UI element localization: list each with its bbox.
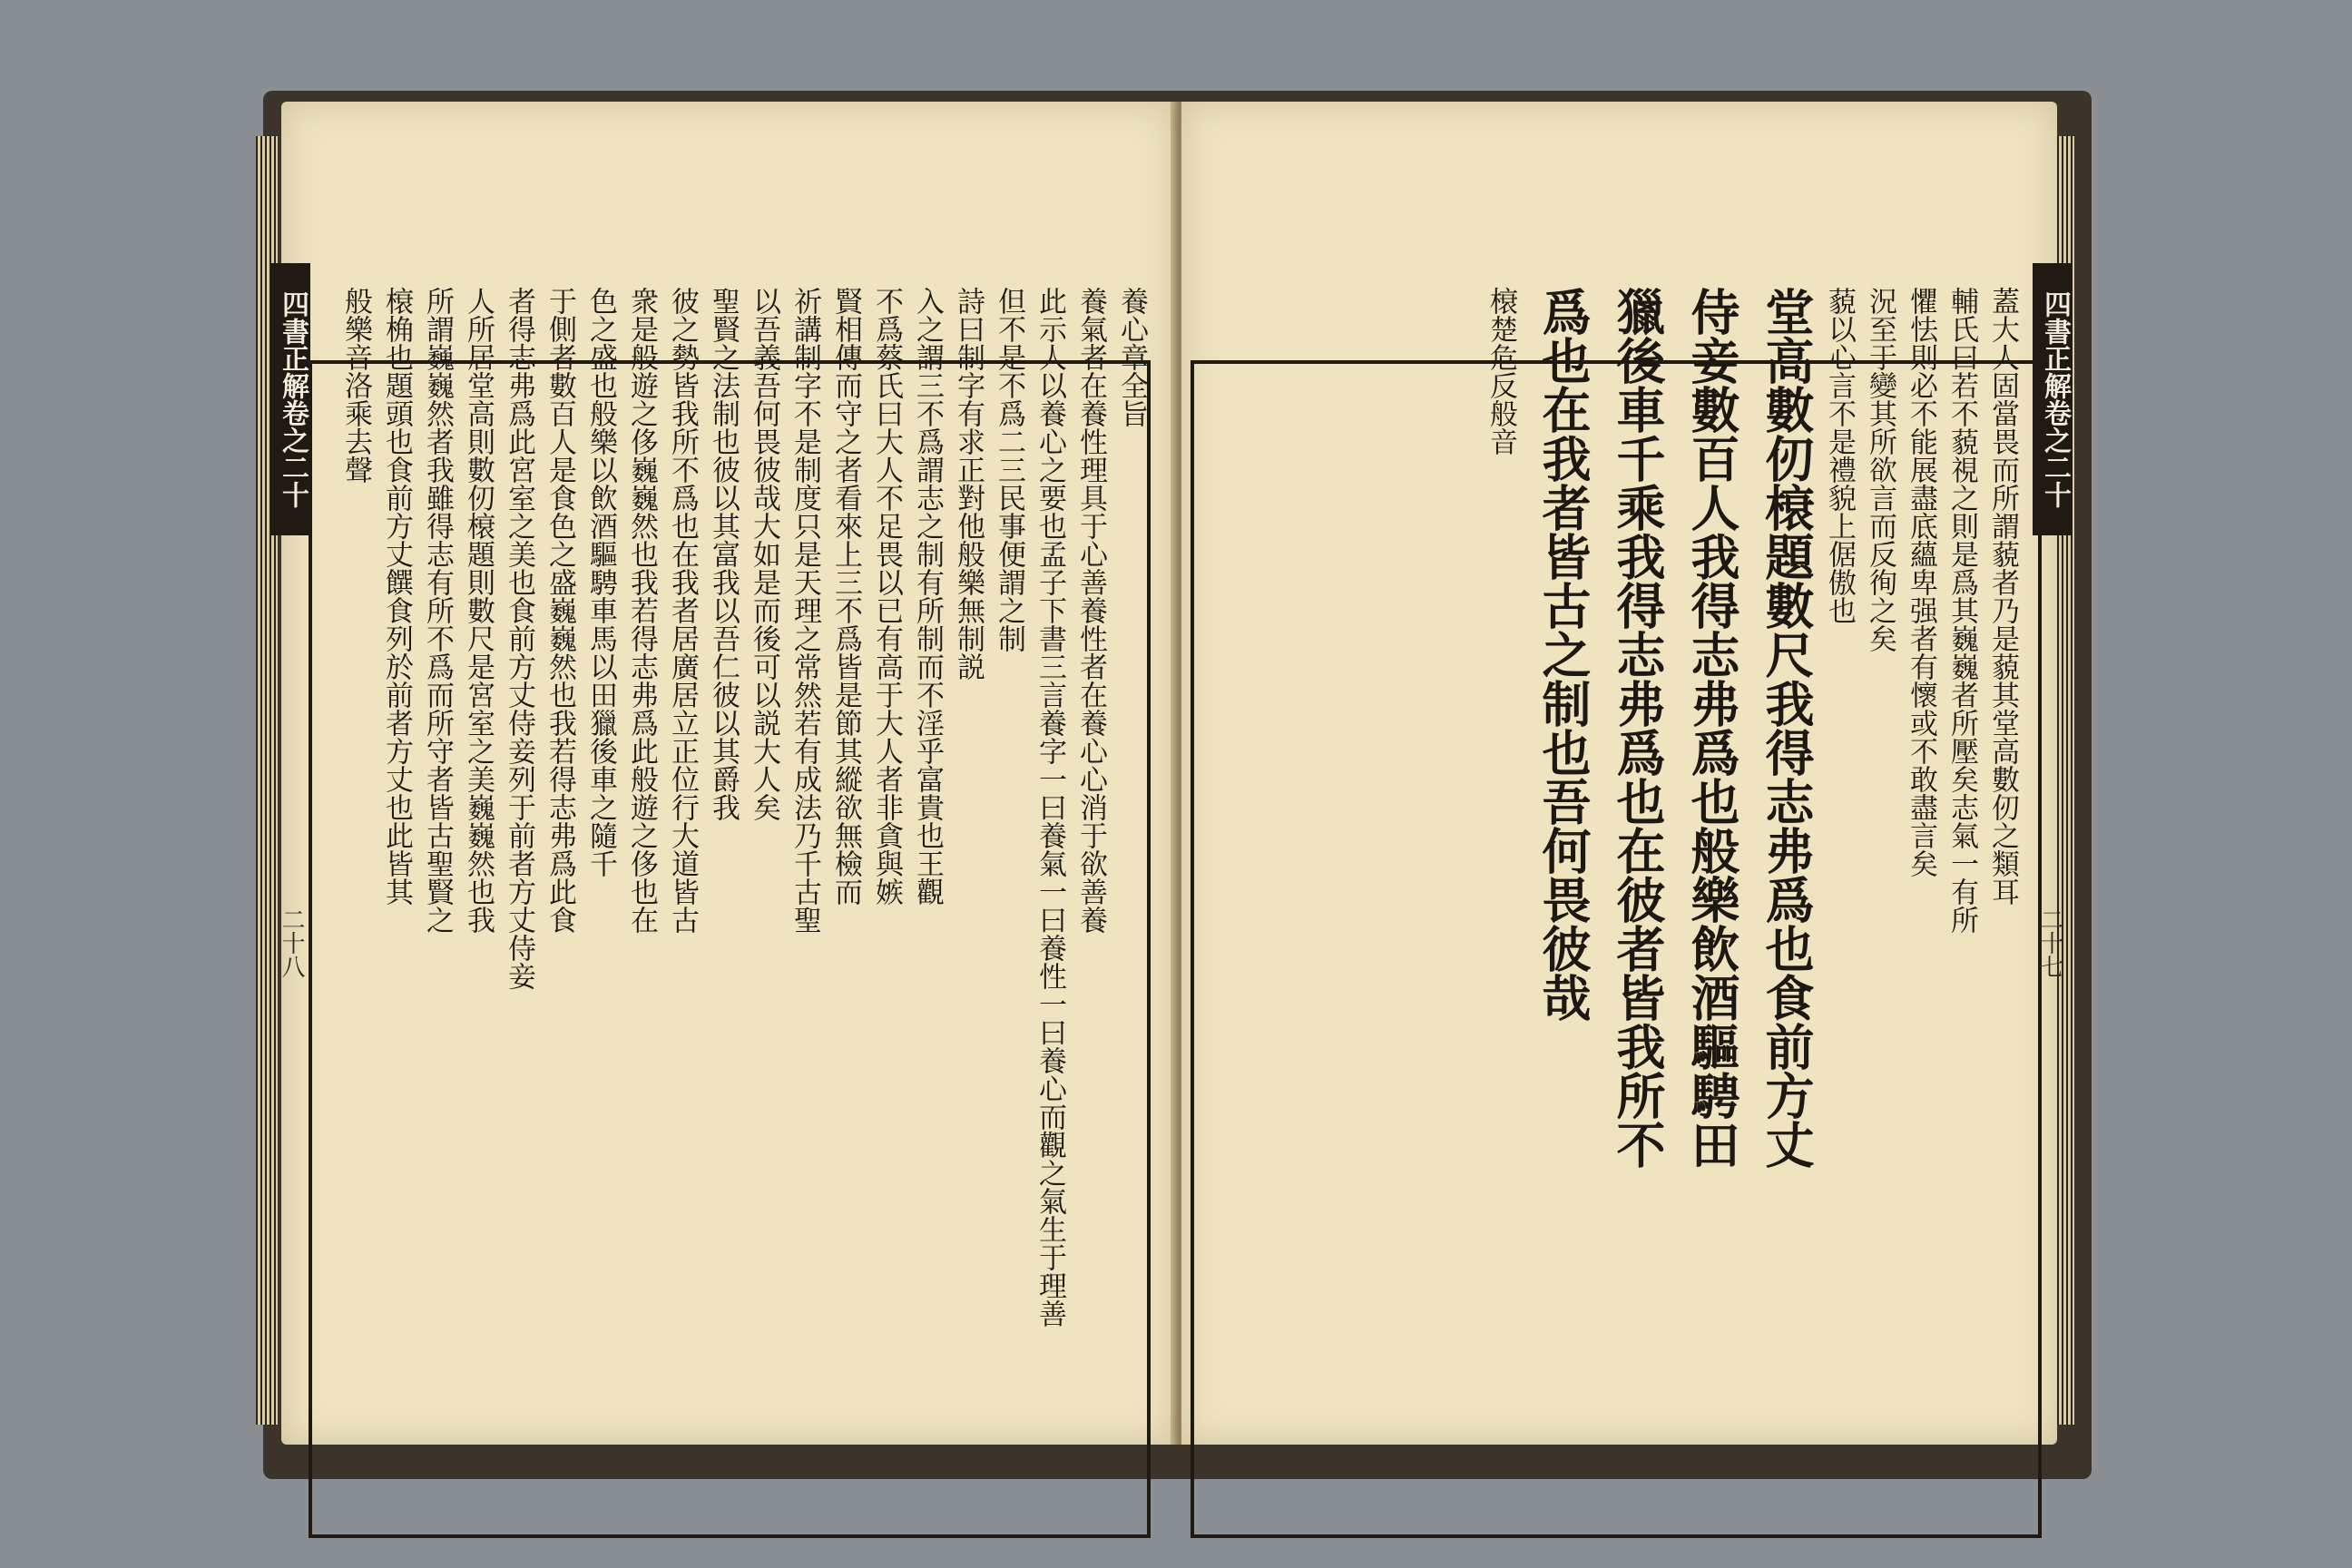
left-text-column: 聖賢之法制也彼以其富我以吾仁彼以其爵我 xyxy=(707,287,740,821)
left-text-column: 此示人以養心之要也孟子下書三言養字一曰養氣一曰養性一曰養心而觀之氣生于理善 xyxy=(1034,287,1066,1328)
right-text-column: 蓋大人固當畏而所謂藐者乃是藐其堂高數仞之類耳 xyxy=(1986,287,2019,906)
left-text-column: 榱桷也題頭也食前方丈饌食列於前者方丈也此皆其 xyxy=(380,287,413,906)
left-text-column: 于側者數百人是食色之盛巍巍然也我若得志弗爲此食 xyxy=(544,287,576,934)
left-text-column: 者得志弗爲此宮室之美也食前方丈侍妾列于前者方丈侍妾 xyxy=(503,287,535,990)
right-text-column: 懼怯則必不能展盡底蘊卑强者有懷或不敢盡言矣 xyxy=(1905,287,1937,877)
left-text-column: 彼之勢皆我所不爲也在我者居廣居立正位行大道皆古 xyxy=(666,287,699,934)
left-text-column: 般樂音洛乘去聲 xyxy=(339,287,372,484)
left-text-column: 詩曰制字有求正對他般樂無制説 xyxy=(952,287,985,681)
right-text-column: 藐以心言不是禮貌上倨傲也 xyxy=(1823,287,1856,624)
left-margin-title: 四書正解卷之二十 xyxy=(270,263,310,535)
right-text-column: 堂高數仞榱題數尺我得志弗爲也食前方丈 xyxy=(1758,287,1816,1169)
left-text-column: 色之盛也般樂以飲酒驅騁車馬以田獵後車之隨千 xyxy=(584,287,617,877)
right-text-column: 爲也在我者皆古之制也吾何畏彼哉 xyxy=(1534,287,1592,1022)
left-text-column: 不爲蔡氏曰大人不足畏以已有高于大人者非貪與嫉 xyxy=(870,287,903,906)
right-margin-title: 四書正解卷之二十 xyxy=(2033,263,2073,535)
right-page-number: 二十七 xyxy=(2036,907,2063,978)
left-text-column: 人所居堂高則數仞榱題則數尺是宮室之美巍巍然也我 xyxy=(462,287,495,934)
left-text-column: 賢相傳而守之者看來上三不爲皆是節其縱欲無檢而 xyxy=(829,287,862,906)
left-text-column: 入之謂三不爲謂志之制有所制而不淫乎富貴也王觀 xyxy=(911,287,944,906)
left-text-column: 養心章全旨 xyxy=(1115,287,1148,427)
right-text-column: 侍妾數百人我得志弗爲也般樂飲酒驅騁田 xyxy=(1683,287,1741,1169)
left-text-column: 但不是不爲二三民事便謂之制 xyxy=(993,287,1025,652)
left-text-column: 祈講制字不是制度只是天理之常然若有成法乃千古聖 xyxy=(789,287,821,934)
left-text-column: 以吾義吾何畏彼哉大如是而後可以説大人矣 xyxy=(748,287,780,821)
left-text-column: 衆是般遊之侈巍巍然也我若得志弗爲此般遊之侈也在 xyxy=(625,287,658,934)
left-page-number: 二十八 xyxy=(278,907,305,978)
right-text-column: 榱楚危反般音 xyxy=(1485,287,1517,456)
right-text-column: 況至于變其所欲言而反徇之矣 xyxy=(1864,287,1896,652)
left-text-column: 所謂巍巍然者我雖得志有所不爲而所守者皆古聖賢之 xyxy=(421,287,454,934)
right-text-column: 輔氏曰若不藐視之則是爲其巍巍者所壓矣志氣一有所 xyxy=(1945,287,1978,934)
right-text-column: 獵後車千乘我得志弗爲也在彼者皆我所不 xyxy=(1609,287,1667,1169)
left-text-column: 養氣者在養性理具于心善養性者在養心心消于欲善養 xyxy=(1074,287,1107,934)
